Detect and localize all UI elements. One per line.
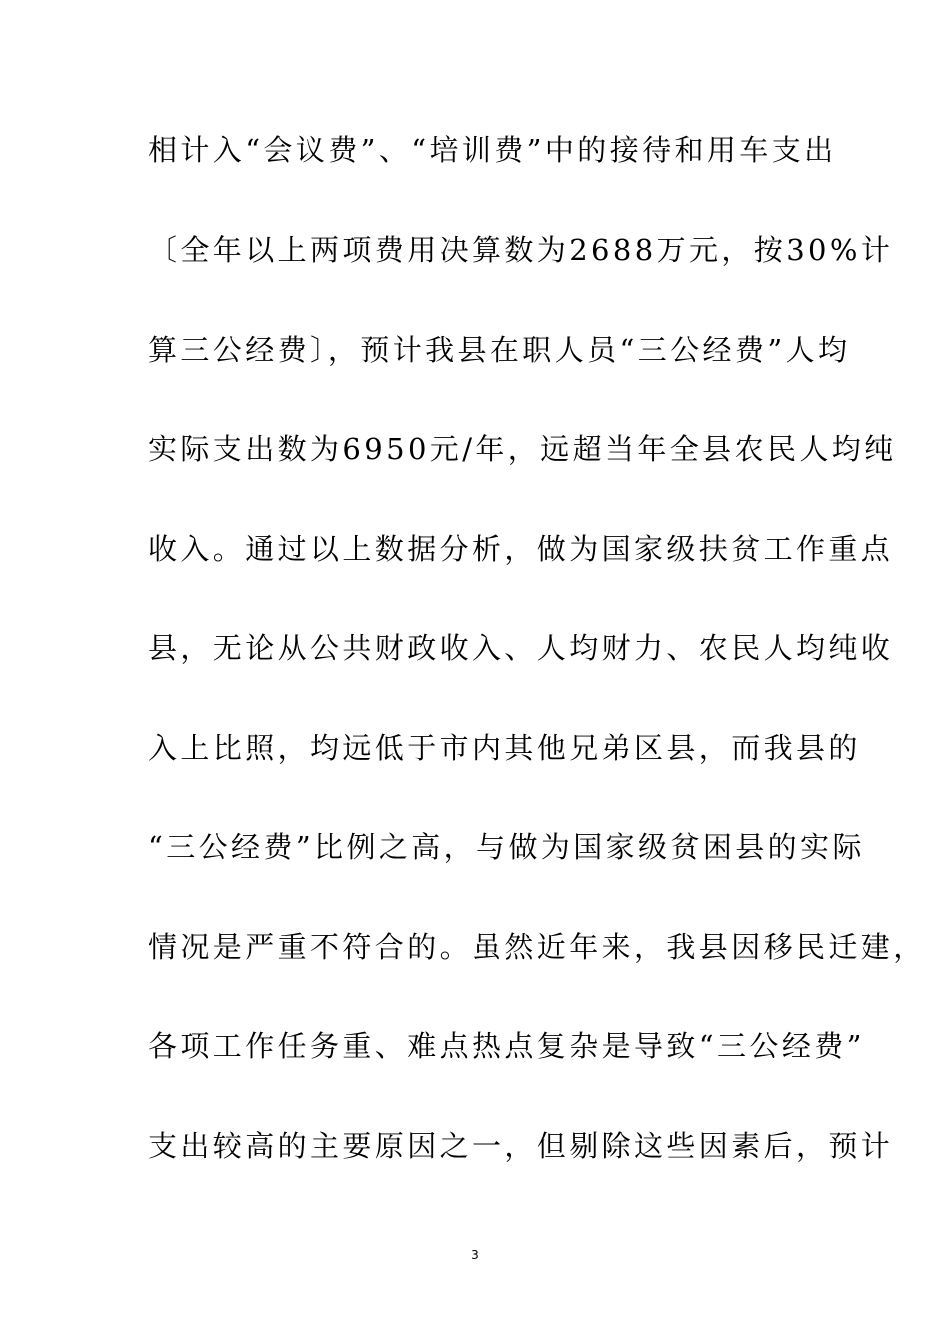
body-text-line: 入上比照，均远低于市内其他兄弟区县，而我县的	[148, 731, 861, 765]
body-text-line: 实际支出数为6950元/年，远超当年全县农民人均纯	[148, 432, 897, 466]
body-text-line: 情况是严重不符合的。虽然近年来，我县因移民迁建，	[148, 930, 926, 964]
body-text-line: 县，无论从公共财政收入、人均财力、农民人均纯收	[148, 631, 894, 665]
body-text-line: 支出较高的主要原因之一，但剔除这些因素后，预计	[148, 1129, 894, 1163]
body-text-line: 〔全年以上两项费用决算数为2688万元，按30%计	[148, 233, 894, 267]
page-number: 3	[471, 1248, 479, 1262]
body-text-line: 收入。通过以上数据分析，做为国家级扶贫工作重点	[148, 532, 894, 566]
body-text-line: 各项工作任务重、难点热点复杂是导致“三公经费”	[148, 1029, 865, 1063]
body-text-line: 算三公经费〕，预计我县在职人员“三公经费”人均	[148, 333, 851, 367]
body-text-line: 相计入“会议费”、“培训费”中的接待和用车支出	[148, 133, 837, 167]
body-text-line: “三公经费”比例之高，与做为国家级贫困县的实际	[148, 830, 865, 864]
